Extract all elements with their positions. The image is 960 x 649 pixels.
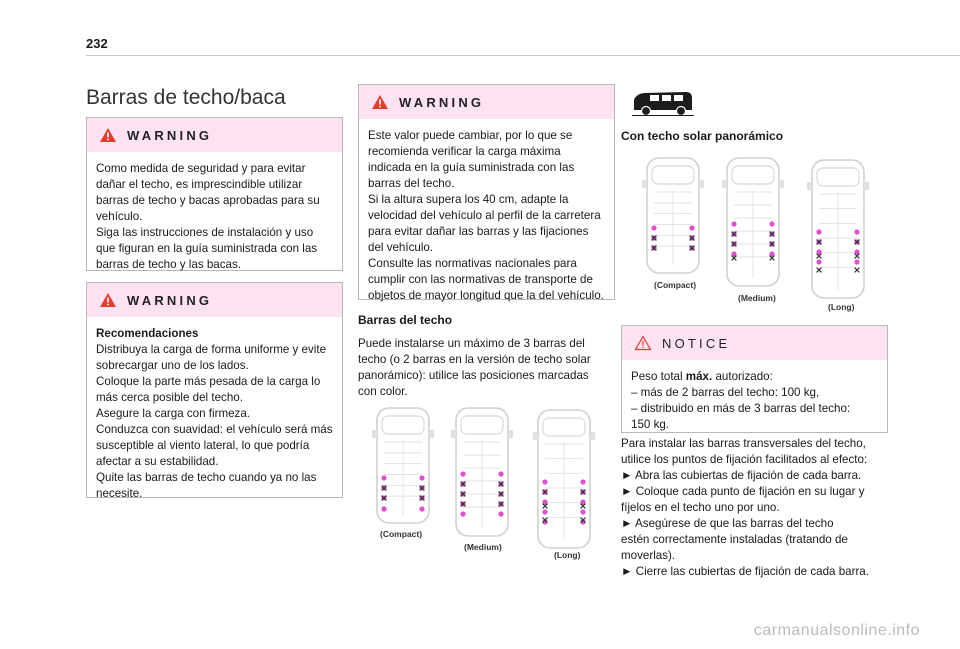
warning-body xyxy=(87,317,342,510)
install-instructions xyxy=(621,436,896,580)
text-line: panorámico): utilice las posiciones marcadas xyxy=(358,369,589,382)
text-line: afectar a su estabilidad. xyxy=(96,455,219,468)
van-mirror xyxy=(642,180,647,188)
watermark: carmanualsonline.info xyxy=(753,622,920,639)
text-line: más cerca posible del techo. xyxy=(96,391,243,404)
header-divider xyxy=(86,55,960,56)
text-line: del vehículo. xyxy=(368,241,434,254)
mount-point-marker xyxy=(542,479,547,484)
text-line: estén correctamente instaladas (tratando de xyxy=(621,533,848,546)
warning-body xyxy=(87,152,342,281)
warning-box-2 xyxy=(86,282,343,498)
text-line: ► Asegúrese de que las barras del techo xyxy=(621,517,834,530)
van-mirror xyxy=(807,182,812,190)
van-mirror xyxy=(590,432,595,440)
roof-bars-section xyxy=(358,312,613,400)
notice-box xyxy=(621,325,888,433)
text-line: Coloque la parte más pesada de la carga lo xyxy=(96,375,321,388)
text-line: ► Abra las cubiertas de fijación de cada barra. xyxy=(621,469,862,482)
van-mirror xyxy=(372,430,377,438)
roof-bar-positions-diagram xyxy=(358,400,613,570)
text-span: autorizado: xyxy=(712,370,773,383)
text-line: para evitar dañar las barras y las fijaciones xyxy=(368,225,589,238)
text-line: necesite. xyxy=(96,487,143,500)
text-line: Como medida de seguridad y para evitar xyxy=(96,162,306,175)
text-line: que figuran en la guía suministrada con las xyxy=(96,242,318,255)
mount-point-marker xyxy=(580,479,585,484)
caption-long: (Long) xyxy=(828,302,855,312)
warning-label: WARNING xyxy=(127,292,213,308)
van-windshield xyxy=(461,416,503,434)
text-line: velocidad del vehículo al perfil de la carretera xyxy=(368,209,601,222)
notice-label: NOTICE xyxy=(662,335,731,351)
text-line: Siga las instrucciones de instalación y uso xyxy=(96,226,314,239)
page-number: 232 xyxy=(86,36,108,51)
mount-point-marker xyxy=(816,229,821,234)
text-line: Asegure la carga con firmeza. xyxy=(96,407,251,420)
van-mirror xyxy=(699,180,704,188)
text-line: Para instalar las barras transversales del techo, xyxy=(621,437,866,450)
text-line: fíjelos en el techo uno por uno. xyxy=(621,501,780,514)
van-windshield xyxy=(652,166,694,184)
warning-body xyxy=(359,119,614,312)
van-windshield xyxy=(382,416,424,434)
van-mirror xyxy=(429,430,434,438)
warning-triangle-icon xyxy=(371,94,389,110)
mount-point-marker xyxy=(460,511,465,516)
mount-point-marker xyxy=(419,475,424,480)
mount-point-marker xyxy=(498,471,503,476)
text-line: Quite las barras de techo cuando ya no las xyxy=(96,471,317,484)
notice-triangle-icon xyxy=(634,335,652,351)
mount-point-marker xyxy=(854,259,859,264)
mount-point-marker xyxy=(381,506,386,511)
mount-point-marker xyxy=(816,259,821,264)
text-line: susceptible al viento lateral, lo que podría xyxy=(96,439,310,452)
text-line: – distribuido en más de 3 barras del techo: xyxy=(631,402,851,415)
van-windshield xyxy=(543,418,585,436)
text-line: dañar el techo, es imprescindible utilizar xyxy=(96,178,303,191)
text-line: – más de 2 barras del techo: 100 kg, xyxy=(631,386,820,399)
notice-line-1 xyxy=(631,369,879,385)
text-line: Si la altura supera los 40 cm, adapte la xyxy=(368,193,569,206)
panoramic-section xyxy=(621,128,886,144)
caption-medium: (Medium) xyxy=(738,293,776,303)
cross-marker xyxy=(855,268,860,273)
van-mirror xyxy=(864,182,869,190)
panoramic-roof-van-icon xyxy=(630,86,696,120)
caption-compact: (Compact) xyxy=(380,529,423,539)
warning-header xyxy=(87,283,342,317)
mount-point-marker xyxy=(769,221,774,226)
van-windshield xyxy=(817,168,859,186)
text-line: objetos de mayor longitud que la del vehículo. xyxy=(368,289,604,302)
notice-body xyxy=(622,360,887,441)
text-line: ► Coloque cada punto de fijación en su lugar y xyxy=(621,485,865,498)
text-line: 150 kg. xyxy=(631,418,670,431)
mount-point-marker xyxy=(542,509,547,514)
mount-point-marker xyxy=(731,221,736,226)
mount-point-marker xyxy=(419,506,424,511)
text-line: moverlas). xyxy=(621,549,676,562)
van-mirror xyxy=(533,432,538,440)
van-mirror xyxy=(722,180,727,188)
mount-point-marker xyxy=(580,509,585,514)
van-mirror xyxy=(508,430,513,438)
warning-triangle-icon xyxy=(99,127,117,143)
notice-header xyxy=(622,326,887,360)
text-line: vehículo. xyxy=(96,210,143,223)
mount-point-marker xyxy=(854,229,859,234)
text-line: barras del techo. xyxy=(368,177,455,190)
mount-point-marker xyxy=(689,225,694,230)
text-line: Conduzca con suavidad: el vehículo será más xyxy=(96,423,333,436)
caption-compact: (Compact) xyxy=(654,280,697,290)
text-line: con color. xyxy=(358,385,408,398)
mount-point-marker xyxy=(498,511,503,516)
warning-header xyxy=(359,85,614,119)
text-line: barras de techo y bacas aprobadas para su xyxy=(96,194,320,207)
text-line: barras de techo y las bacas. xyxy=(96,258,242,271)
cross-marker xyxy=(817,268,822,273)
text-line: ► Cierre las cubiertas de fijación de cada barra. xyxy=(621,565,869,578)
roof-bars-heading: Barras del techo xyxy=(358,313,453,327)
warning-heading: Recomendaciones xyxy=(96,327,199,340)
warning-label: WARNING xyxy=(399,94,485,110)
text-line: indicada en la guía suministrada con las xyxy=(368,161,575,174)
text-line: utilice los puntos de fijación facilitados al efecto: xyxy=(621,453,868,466)
panoramic-heading: Con techo solar panorámico xyxy=(621,129,784,143)
warning-label: WARNING xyxy=(127,127,213,143)
text-line: sobrecargar uno de los lados. xyxy=(96,359,249,372)
mount-point-marker xyxy=(651,225,656,230)
text-line: Este valor puede cambiar, por lo que se xyxy=(368,129,573,142)
caption-long: (Long) xyxy=(554,550,581,560)
text-span: Peso total xyxy=(631,370,686,383)
warning-header xyxy=(87,118,342,152)
section-title: Barras de techo/baca xyxy=(86,86,286,109)
text-line: Consulte las normativas nacionales para xyxy=(368,257,577,270)
mount-point-marker xyxy=(460,471,465,476)
text-line: cumplir con las normativas de transporte de xyxy=(368,273,593,286)
van-mirror xyxy=(779,180,784,188)
van-mirror xyxy=(451,430,456,438)
panoramic-bar-positions-diagram xyxy=(621,150,886,320)
warning-box-1 xyxy=(86,117,343,271)
text-bold: máx. xyxy=(685,370,713,383)
caption-medium: (Medium) xyxy=(464,542,502,552)
warning-triangle-icon xyxy=(99,292,117,308)
text-line: Distribuya la carga de forma uniforme y evite xyxy=(96,343,327,356)
mount-point-marker xyxy=(381,475,386,480)
text-line: techo (o 2 barras en la versión de techo solar xyxy=(358,353,591,366)
text-line: Puede instalarse un máximo de 3 barras del xyxy=(358,337,585,350)
warning-box-3 xyxy=(358,84,615,300)
van-windshield xyxy=(732,166,774,184)
text-line: recomienda verificar la carga máxima xyxy=(368,145,561,158)
